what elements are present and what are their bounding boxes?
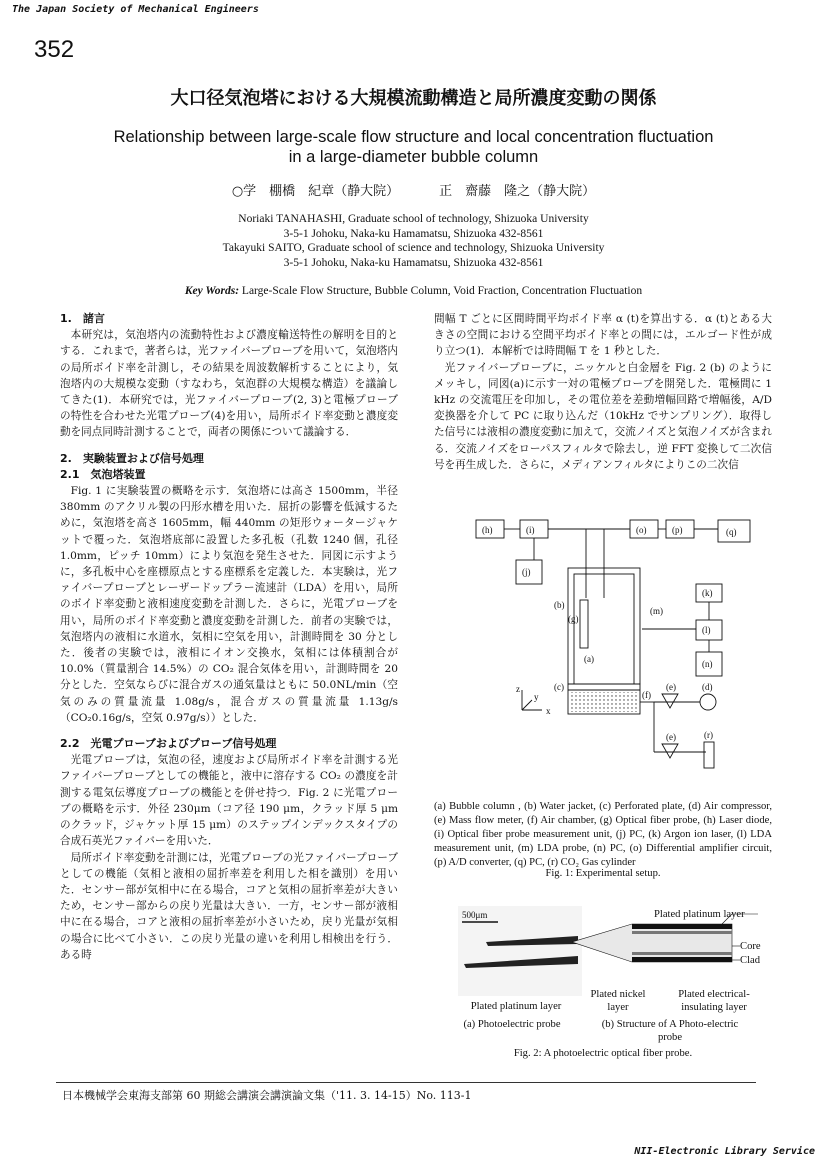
fig1-label-l: (l) [702,625,711,635]
fig1-label-o: (o) [636,525,647,535]
section-2-2-paragraph-2: 局所ボイド率変動を計測には，光電プローブの光ファイバープローブとしての機能（気相と液相の屈折率差を利用した相を識別）を用いた．センサー部が気相中に在る場合，コアと気相の屈折率差が大きいため，センサー部からの戻り光量は大きい．一方，センサー部が液相中に在る場合，コアと液相の屈折率差が小さいため，戻り光量が気相の場合に比べて小さい．この戻り光量の違いを利用し相検出を行う．ある時 [60,851,398,961]
affiliation-1: Noriaki TANAHASHI, Graduate school of technology, Shizuoka University [238,213,589,225]
keywords [0,285,827,297]
section-2-1-paragraph: Fig. 1 に実験装置の概略を示す．気泡塔には高さ 1500mm，半径 380mm のアクリル製の円形水槽を用いた．屈折の影響を低減するために，気泡塔を高さ 1605mm，幅 440mm の矩形ウォータージャケットで覆った．気泡塔底部に設置した多孔板（孔数 1240 個，孔径 1.0mm，ピッチ 10mm）により気泡を発生させた．同図に示すように，多孔板中心を座標原点とする座標系を定義した．本実験は，光ファイバープローブとレーザードップラー流速計（LDA）を用い，局所のボイド率変動と液相速度変動を計測した．さらに，光電プローブを用い，局所のボイド率変動と濃度変動を計測した．前者の実験では，気泡塔内の液相に水道水，気相に空気を用い，計測時間を 30 分とした．後者の実験では，液相にイオン交換水，気相には体積割合が 10.0%（質量割合 14.5%）の CO₂ 混合気体を用い，計測時間を 20 分とした．空気ならびに混合ガスの通気量はともに 50.0NL/min（空気のみの質量流量 1.08g/s，混合ガスの質量流量 1.13g/s（CO₂0.16g/s，空気 0.97g/s））とした． [60,485,398,724]
right-paragraph-2: 光ファイバープローブに，ニッケルと白金層を Fig. 2 (b) のようにメッキし，同図(a)に示す一対の電極プローブを開発した．電極間に 1 kHz の交流電圧を印加し，その電位差を差動増幅回路で増幅後，A/D 変換器を介して PC に取り込んだ（10kHz でサンプリング）．取得した信号には液相の濃度変動に加えて，交流ノイズと気泡ノイズが含まれる．交流ノイズをローパスフィルタで除去し，逆 FFT 変換して二次信号を再生成した．さらに，メディアンフィルタによりこの二次信 [434,361,772,471]
co2-cylinder [704,742,714,768]
fig1-label-h: (h) [482,525,493,535]
fig1-label-j: (j) [522,567,531,577]
fig2-title: Fig. 2: A photoelectric optical fiber probe. [513,1048,693,1059]
author-2-ja: 正 齋藤 隆之（静大院） [439,184,596,199]
affiliation-2: Takayuki SAITO, Graduate school of science and technology, Shizuoka University [222,242,605,254]
section-2-2-paragraph-1: 光電プローブは，気泡の径，速度および局所ボイド率を計測する光ファイバープローブとしての機能と，液中に溶存する CO₂ の濃度を計測する電気伝導度プローブの機能とを併せ持つ．Fig. 2 に光電プローブの概略を示す．外径 230μm（コア径 190 μm，クラッド厚 5 μm のクラッド，ジャケット厚 15 μm）のステップインデックスタイプの合成石英光ファイバーを用いた． [60,754,398,848]
right-column [434,311,772,473]
fig1-label-a: (a) [584,654,594,664]
fig1-label-k: (k) [702,588,713,598]
fig1-caption: (a) Bubble column , (b) Water jacket, (c) Perforated plate, (d) Air compressor, (e) Mass flow meter, (f) Air chamber, (g) Optical fiber probe, (h) Laser diode, (i) Optical fiber probe measurement unit, (j) PC, (k) Argon ion laser, (l) LDA measurement unit, (m) LDA probe, (n) PC, (o) Differential amplifier circuit, (p) A/D converter, (q) PC, (r) CO₂ Gas cylinder [434,801,772,868]
title-english [60,127,767,167]
fig1-axis-x: x [546,706,551,716]
section-1-paragraph: 本研究は，気泡塔内の流動特性および濃度輸送特性の解明を目的とする．これまで，著者らは，光ファイバープローブを用いて，気泡塔内の局所ボイド率を計測し，その結果を周波数解析することにより，気泡塔内の大規模な変動（すなわち，気泡群の大規模な構造）を議論してきた(1)．本研究では，光ファイバープローブ(2, 3)と電極プローブの特性を合わせた光電プローブ(4)を用い，局所ボイド率変動と濃度変動を同点同時計測することで，両者の関係について議論する． [60,329,398,439]
fig1-label-r: (r) [704,730,713,740]
fig2b-plated-platinum-label: Plated platinum layer [654,909,745,920]
right-paragraph-1: 間幅 T ごとに区間時間平均ボイド率 α (t)を算出する．α (t)とある大きさの空間における空間平均ボイド率との間には，エルゴード性が成り立つ(1)．本解析では時間幅 T を 1 秒とした． [434,313,772,358]
fig1-label-c: (c) [554,682,564,692]
title-japanese: 大口径気泡塔における大規模流動構造と局所濃度変動の関係 [170,88,657,109]
address-1: 3-5-1 Johoku, Naka-ku Hamamatsu, Shizuoka 432-8561 [283,227,544,240]
optical-probe [580,600,588,648]
section-2-1-heading: 2.1 気泡塔装置 [60,467,146,481]
fig2b-insulating-label: Plated electrical-insulating layer [678,989,750,1013]
fig1-label-b: (b) [554,600,565,610]
fig2a-scale-label: 500μm [462,910,488,920]
section-2-heading: 2. 実験装置および信号処理 [60,451,204,465]
fig1-label-g: (g) [568,614,579,624]
fig1-label-m: (m) [650,606,663,616]
address-2: 3-5-1 Johoku, Naka-ku Hamamatsu, Shizuoka 432-8561 [283,256,544,269]
fig2b-caption: (b) Structure of A Photo-electric probe [601,1019,739,1043]
fig1-title: Fig. 1: Experimental setup. [545,868,661,879]
fig1-axis-y: y [534,692,539,702]
fig1-label-i: (i) [526,525,535,535]
keywords-label: Key Words: [184,285,240,297]
fig1-label-d: (d) [702,682,713,692]
title-english-line1: Relationship between large-scale flow structure and local concentration fluctuation [113,128,714,146]
fig2a-caption: (a) Photoelectric probe [463,1019,561,1030]
fig2b-core-label: Core [740,941,761,952]
fig1-experimental-setup-diagram [466,514,766,800]
affiliations [0,212,827,270]
footer-rule [56,1082,756,1083]
fig2b-plated-nickel-label: Plated nickel layer [590,989,646,1013]
fig1-label-e: (e) [666,682,676,692]
page-number: 352 [34,36,75,63]
left-column [60,311,398,963]
title-english-line2: in a large-diameter bubble column [288,148,539,166]
fig2a-probe-photo [458,906,582,996]
fig2a-plated-platinum-label: Plated platinum layer [470,1001,562,1012]
society-header: The Japan Society of Mechanical Engineers [12,4,259,15]
footer-proceedings: 日本機械学会東海支部第 60 期総会講演会講演論文集（'11. 3. 14-15）No. 113-1 [62,1089,472,1102]
fig1-label-f: (f) [642,690,651,700]
fig2b-clad-label: Clad [740,955,761,966]
nii-service-label: NII-Electronic Library Service [634,1146,815,1157]
keywords-text: Large-Scale Flow Structure, Bubble Column, Void Fraction, Concentration Fluctuation [241,285,643,297]
fig1-label-n: (n) [702,659,713,669]
fig1-axis-z: z [516,684,520,694]
section-2-2-heading: 2.2 光電プローブおよびプローブ信号処理 [60,737,277,751]
authors-japanese [0,180,827,199]
fig1-label-e2: (e) [666,732,676,742]
section-1-heading: 1. 諸言 [60,312,105,325]
author-1-ja: ○学 棚橋 紀章（静大院） [231,184,400,199]
fig1-label-q: (q) [726,527,737,537]
fig1-label-p: (p) [672,525,683,535]
